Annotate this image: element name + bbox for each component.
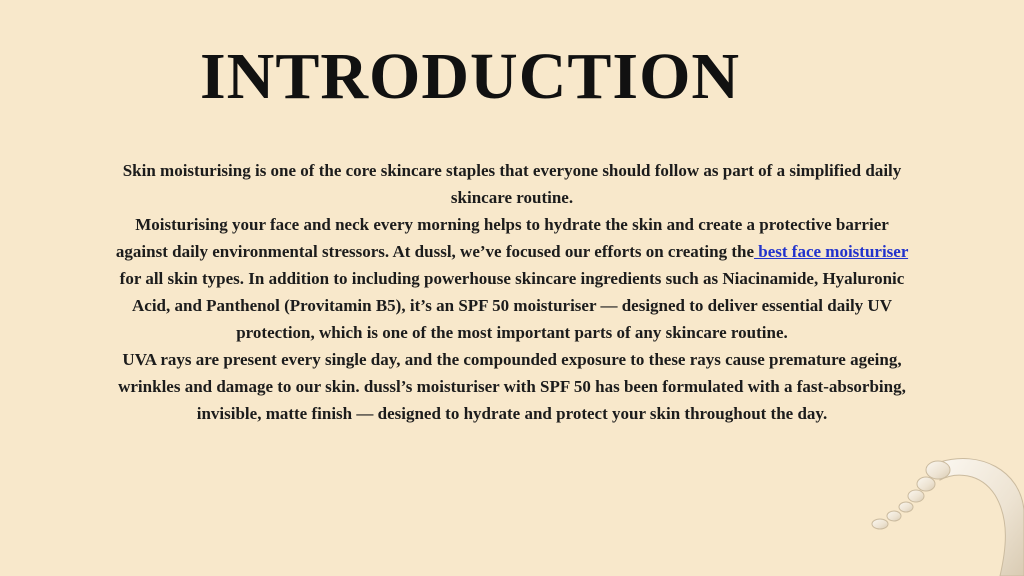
paragraph-moisturising (110, 211, 914, 346)
body-text (110, 157, 914, 427)
best-face-moisturiser-link[interactable]: best face moisturiser (754, 242, 909, 261)
cream-swirl-icon (860, 450, 1024, 576)
paragraph-moisturising-end: for all skin types. In addition to including powerhouse skincare ingredients such as Niacinamide, Hyaluronic Acid, and Panthenol (Provitamin B5), it’s an SPF 50 moisturiser — designed to deliver essential daily UV protection, which is one of the most important parts of any skincare routine. (119, 269, 905, 342)
page-title: INTRODUCTION (200, 40, 741, 113)
paragraph-uva: UVA rays are present every single day, and the compounded exposure to these rays cause premature ageing, wrinkles and damage to our skin. dussl’s moisturiser with SPF 50 has been formulated with a fast-absorbing, invisible, matte finish — designed to hydrate and protect your skin throughout the day. (118, 350, 906, 423)
paragraph-intro: Skin moisturising is one of the core skincare staples that everyone should follow as part of a simplified daily skincare routine. (122, 161, 902, 207)
paragraph-moisturising-start: Moisturising your face and neck every morning helps to hydrate the skin and create a protective barrier against daily environmental stressors. At dussl, we’ve focused our efforts on creating the (115, 215, 889, 261)
